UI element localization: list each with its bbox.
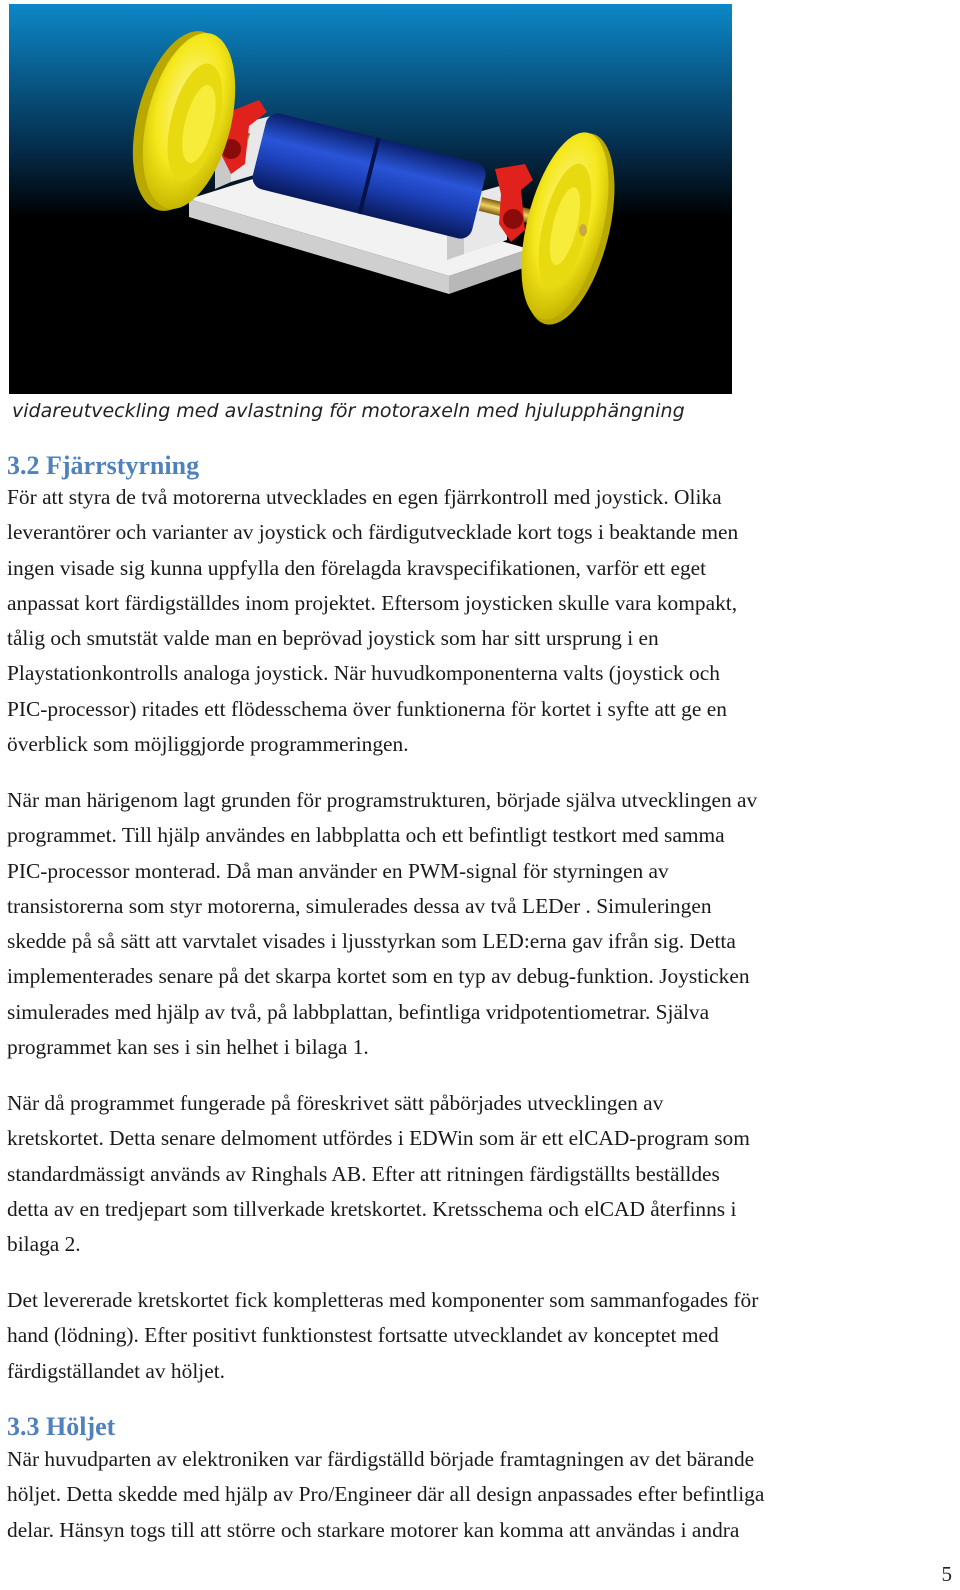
section-heading-holjet: 3.3 Höljet [7,1412,116,1441]
text-line: PIC-processor monterad. Då man använder en PWM-signal för styrningen av [7,858,669,883]
page-number: 5 [941,1562,952,1586]
text-line: PIC-processor) ritades ett flödesschema över funktionerna för kortet i syfte att ge en [7,696,727,721]
text-line: ingen visade sig kunna uppfylla den förelagda kravspecifikationen, varför ett eget [7,555,707,580]
text-line: leverantörer och varianter av joystick och färdigutvecklade kort togs i beaktande men [7,520,739,545]
text-line: bilaga 2. [7,1232,81,1257]
text-line: När huvudparten av elektroniken var färdigställd började framtagningen av det bärande [7,1447,755,1471]
text-line: överblick som möjliggjorde programmeringen. [7,732,409,757]
text-line: detta av en tredjepart som tillverkade kretskortet. Kretsschema och elCAD återfinns i [7,1196,737,1221]
text-line: implementerades senare på det skarpa kortet som en typ av debug-funktion. Joysticken [7,964,750,989]
text-line: färdigställandet av höljet. [7,1358,225,1383]
text-line: Playstationkontrolls analoga joystick. När huvudkomponenterna valts (joystick och [7,661,720,686]
text-line: skedde på så sätt att varvtalet visades i ljusstyrkan som LED:erna gav ifrån sig. Detta [7,929,736,954]
text-line: tålig och smutstät valde man en beprövad joystick som har sitt ursprung i en [7,626,659,651]
axle-wheel-render-icon [9,4,732,394]
figure-caption: vidareutveckling med avlastning för motoraxeln med hjulupphängning [12,400,685,422]
text-line: När då programmet fungerade på föreskrivet sätt påbörjades utvecklingen av [7,1091,664,1115]
text-line: delar. Hänsyn togs till att större och starkare motorer kan komma att användas i andra [7,1517,740,1542]
paragraph [7,480,738,762]
text-line: hand (lödning). Efter positivt funktionstest fortsatte utvecklandet av konceptet med [7,1323,719,1348]
paragraph [7,1442,764,1548]
text-line: transistorerna som styr motorerna, simulerades dessa av två LEDer . Simuleringen [7,893,712,918]
text-line: anpassat kort färdigställdes inom projektet. Eftersom joysticken skulle vara kompakt, [7,590,738,615]
paragraph [7,1283,758,1389]
text-line: För att styra de två motorerna utvecklades en egen fjärrkontroll med joystick. Olika [7,485,722,509]
text-line: standardmässigt används av Ringhals AB. Efter att ritningen färdigställts beställdes [7,1161,720,1186]
text-line: simulerades med hjälp av två, på labbplattan, befintliga vridpotentiometrar. Själva [7,999,710,1024]
text-line: programmet kan ses i sin helhet i bilaga 1. [7,1035,369,1060]
section-heading-fjarrstyrning: 3.2 Fjärrstyrning [7,451,200,480]
text-line: När man härigenom lagt grunden för programstrukturen, började själva utvecklingen av [7,788,758,812]
text-line: programmet. Till hjälp användes en labbplatta och ett befintligt testkort med samma [7,823,725,848]
text-line: Det levererade kretskortet fick kompletteras med komponenter som sammanfogades för [7,1288,759,1312]
text-line: höljet. Detta skedde med hjälp av Pro/Engineer där all design anpassades efter befintliga [7,1482,765,1507]
text-line: kretskortet. Detta senare delmoment utfördes i EDWin som är ett elCAD-program som [7,1126,750,1151]
paragraph [7,1086,750,1262]
axle-wheel-render-figure [9,4,732,394]
paragraph [7,783,757,1065]
